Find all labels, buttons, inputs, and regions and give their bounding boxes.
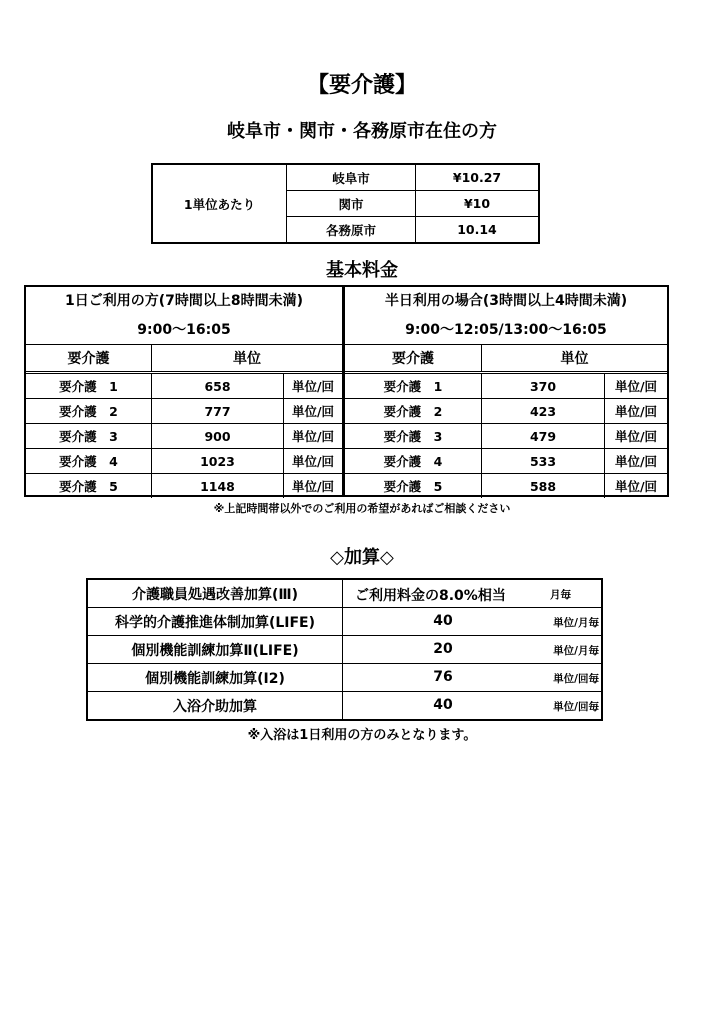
time-note: ※上記時間帯以外でのご利用の希望があればご相談ください	[213, 502, 511, 515]
unit-per: 単位/回	[284, 474, 343, 499]
basic-fee-heading: 基本料金	[326, 260, 398, 281]
page-subtitle: 岐阜市・関市・各務原市在住の方	[227, 121, 497, 142]
care-level: 要介護 1	[26, 373, 152, 399]
city-name: 岐阜市	[287, 164, 416, 191]
care-level: 要介護 3	[26, 424, 152, 449]
unit-value: 479	[482, 424, 605, 449]
col-care-level: 要介護	[345, 345, 482, 373]
unit-value: 900	[152, 424, 284, 449]
care-level: 要介護 1	[345, 373, 482, 399]
addition-value: 40	[433, 613, 453, 629]
unit-per: 単位/回	[605, 474, 668, 499]
care-level: 要介護 2	[26, 399, 152, 424]
addition-row	[87, 692, 602, 721]
unit-per: 単位/回	[284, 373, 343, 399]
care-level: 要介護 3	[345, 424, 482, 449]
unit-per: 単位/回	[605, 424, 668, 449]
half-day-title: 半日利用の場合(3時間以上4時間未満)	[384, 293, 628, 309]
bath-note: ※入浴は1日利用の方のみとなります。	[247, 728, 477, 743]
care-level: 要介護 4	[26, 449, 152, 474]
unit-value: 1023	[152, 449, 284, 474]
full-day-fee-block	[24, 285, 344, 497]
col-units: 単位	[152, 345, 343, 373]
unit-per: 単位/回	[605, 373, 668, 399]
care-level: 要介護 2	[345, 399, 482, 424]
city-name: 関市	[287, 191, 416, 217]
unit-per: 単位/回	[284, 424, 343, 449]
half-day-time: 9:00～12:05/13:00～16:05	[405, 322, 607, 338]
addition-row	[87, 664, 602, 692]
addition-per: 単位/回毎	[553, 701, 599, 713]
unit-value: 588	[482, 474, 605, 499]
addition-name: 個別機能訓練加算(Ⅰ2)	[87, 664, 343, 692]
addition-name: 科学的介護推進体制加算(LIFE)	[87, 608, 343, 636]
city-price: ¥10.27	[416, 164, 540, 191]
addition-per: 単位/月毎	[553, 645, 599, 657]
addition-per: 単位/回毎	[553, 673, 599, 685]
unit-value: 658	[152, 373, 284, 399]
addition-row	[87, 579, 602, 608]
page-title: 【要介護】	[306, 73, 417, 98]
care-level: 要介護 5	[26, 474, 152, 499]
addition-value-cell	[343, 692, 603, 721]
city-price: 10.14	[416, 217, 540, 244]
unit-value: 423	[482, 399, 605, 424]
unit-per: 単位/回	[284, 449, 343, 474]
half-day-fee-block	[343, 285, 669, 497]
addition-value-cell	[343, 664, 603, 692]
addition-row	[87, 636, 602, 664]
unit-value: 1148	[152, 474, 284, 499]
unit-per: 単位/回	[605, 449, 668, 474]
unit-per: 単位/回	[605, 399, 668, 424]
addition-value-cell	[343, 636, 603, 664]
addition-name: 個別機能訓練加算Ⅱ(LIFE)	[87, 636, 343, 664]
unit-price-label: 1単位あたり	[152, 164, 287, 243]
additions-table	[86, 578, 603, 721]
addition-value: 40	[433, 697, 453, 713]
full-day-fee-table	[26, 344, 342, 498]
addition-per: 月毎	[550, 589, 571, 601]
addition-value: 20	[433, 641, 453, 657]
half-day-fee-table	[345, 344, 667, 498]
addition-value: 76	[433, 669, 453, 685]
full-day-title: 1日ご利用の方(7時間以上8時間未満)	[64, 293, 304, 309]
city-price: ¥10	[416, 191, 540, 217]
addition-value-cell	[343, 579, 603, 608]
unit-value: 533	[482, 449, 605, 474]
addition-row	[87, 608, 602, 636]
addition-value-cell	[343, 608, 603, 636]
addition-per: 単位/月毎	[553, 617, 599, 629]
unit-value: 370	[482, 373, 605, 399]
addition-value: ご利用料金の8.0%相当	[355, 588, 506, 604]
unit-price-table	[151, 163, 540, 244]
unit-value: 777	[152, 399, 284, 424]
col-units: 単位	[482, 345, 668, 373]
unit-per: 単位/回	[284, 399, 343, 424]
addition-name: 介護職員処遇改善加算(Ⅲ)	[87, 579, 343, 608]
col-care-level: 要介護	[26, 345, 152, 373]
care-level: 要介護 4	[345, 449, 482, 474]
care-level: 要介護 5	[345, 474, 482, 499]
city-name: 各務原市	[287, 217, 416, 244]
additions-heading: ◇加算◇	[330, 547, 394, 568]
addition-name: 入浴介助加算	[87, 692, 343, 721]
full-day-time: 9:00～16:05	[137, 322, 231, 338]
